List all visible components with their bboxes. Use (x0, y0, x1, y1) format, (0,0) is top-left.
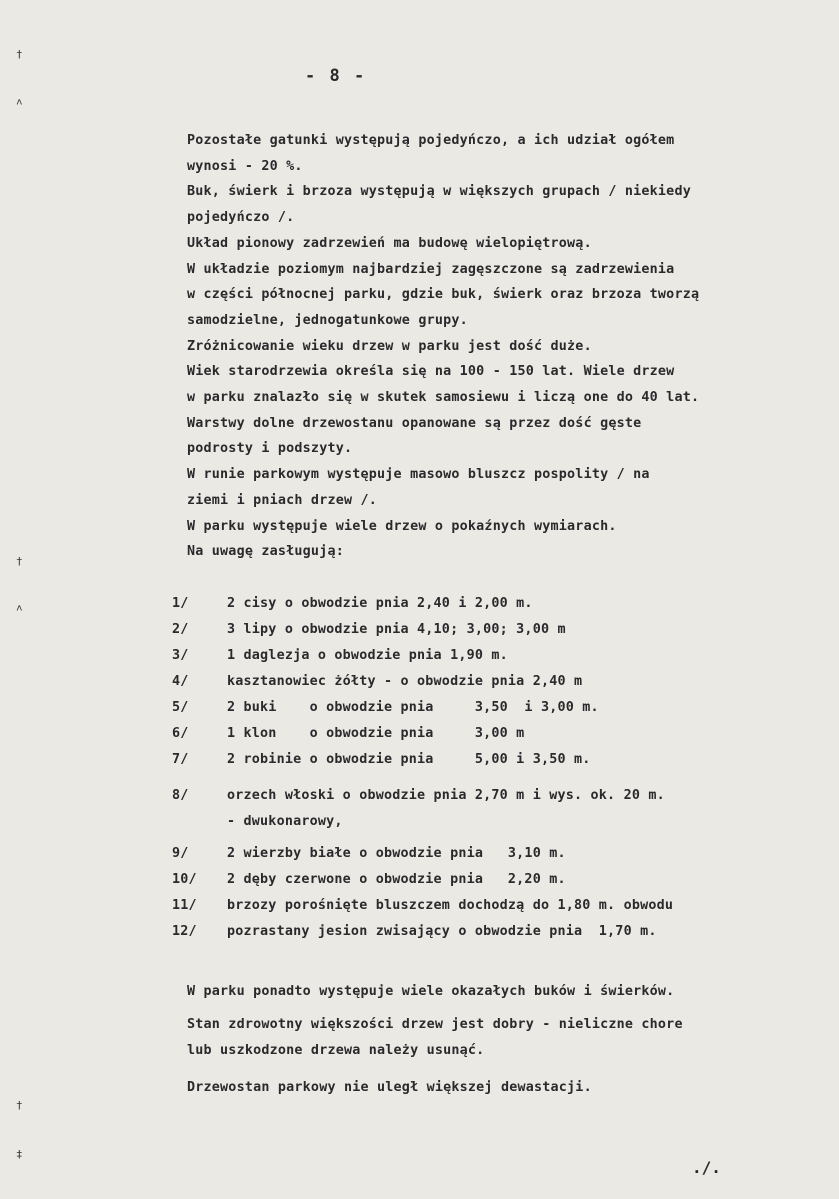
margin-mark: ˄ (16, 96, 23, 109)
text-line: Zróżnicowanie wieku drzew w parku jest dość duże. (187, 338, 592, 354)
text-line: samodzielne, jednogatunkowe grupy. (187, 312, 468, 328)
list-item-number: 8/ (172, 788, 189, 803)
page-number: - 8 - (305, 66, 367, 86)
text-line: Na uwagę zasługują: (187, 544, 344, 560)
list-item-text: 2 cisy o obwodzie pnia 2,40 i 2,00 m. (227, 596, 533, 611)
text-line: Pozostałe gatunki występują pojedyńczo, a ich udział ogółem (187, 133, 675, 148)
list-item-number: 3/ (172, 648, 189, 663)
text-line: Drzewostan parkowy nie uległ większej dewastacji. (187, 1080, 592, 1095)
text-line: W parku ponadto występuje wiele okazałych buków i świerków. (187, 984, 675, 999)
text-line: Buk, świerk i brzoza występują w większych grupach / niekiedy (187, 184, 691, 200)
list-item-number: 2/ (172, 622, 189, 637)
list-item-text: 2 buki o obwodzie pnia 3,50 i 3,00 m. (227, 700, 599, 715)
list-item-number: 12/ (172, 924, 197, 939)
list-item-text: 1 klon o obwodzie pnia 3,00 m (227, 726, 525, 741)
text-line: w parku znalazło się w skutek samosiewu i liczą one do 40 lat. (187, 390, 700, 406)
text-line: W runie parkowym występuje masowo bluszcz pospolity / na (187, 467, 650, 483)
list-item-number: 10/ (172, 872, 197, 887)
list-item-number: 6/ (172, 726, 189, 741)
margin-mark: ‡ (16, 1148, 23, 1161)
list-item-number: 1/ (172, 596, 189, 611)
list-item-number: 7/ (172, 752, 189, 767)
margin-mark: † (16, 48, 23, 61)
list-item-text: 2 robinie o obwodzie pnia 5,00 i 3,50 m. (227, 752, 591, 767)
list-item-text: 3 lipy o obwodzie pnia 4,10; 3,00; 3,00 m (227, 622, 566, 637)
text-line: w części północnej parku, gdzie buk, świerk oraz brzoza tworzą (187, 287, 700, 303)
text-line: lub uszkodzone drzewa należy usunąć. (187, 1043, 485, 1058)
text-line: wynosi - 20 %. (187, 158, 303, 174)
list-item-text: 1 daglezja o obwodzie pnia 1,90 m. (227, 648, 508, 663)
list-item-text: 2 dęby czerwone o obwodzie pnia 2,20 m. (227, 872, 566, 887)
text-line: W parku występuje wiele drzew o pokaźnych wymiarach. (187, 518, 617, 534)
list-item-continuation: - dwukonarowy, (227, 814, 343, 829)
text-line: Układ pionowy zadrzewień ma budowę wielopiętrową. (187, 235, 592, 251)
text-line: W układzie poziomym najbardziej zagęszczone są zadrzewienia (187, 261, 675, 277)
list-item-number: 9/ (172, 846, 189, 861)
text-line: pojedyńczo /. (187, 210, 295, 226)
text-line: Stan zdrowotny większości drzew jest dobry - nieliczne chore (187, 1017, 683, 1032)
list-item-number: 11/ (172, 898, 197, 913)
list-item-text: orzech włoski o obwodzie pnia 2,70 m i wys. ok. 20 m. (227, 788, 665, 803)
text-line: ziemi i pniach drzew /. (187, 492, 378, 508)
text-line: podrosty i podszyty. (187, 441, 353, 457)
list-item-text: kasztanowiec żółty - o obwodzie pnia 2,40 m (227, 674, 583, 689)
list-item-number: 4/ (172, 674, 189, 689)
continuation-mark: ./. (692, 1158, 721, 1177)
list-item-text: brzozy porośnięte bluszczem dochodzą do 1,80 m. obwodu (227, 898, 674, 913)
margin-mark: ˄ (16, 602, 23, 615)
list-item-number: 5/ (172, 700, 189, 715)
margin-mark: † (16, 555, 23, 568)
margin-mark: † (16, 1099, 23, 1112)
list-item-text: 2 wierzby białe o obwodzie pnia 3,10 m. (227, 846, 566, 861)
text-line: Warstwy dolne drzewostanu opanowane są przez dość gęste (187, 415, 642, 431)
text-line: Wiek starodrzewia określa się na 100 - 150 lat. Wiele drzew (187, 364, 675, 380)
list-item-text: pozrastany jesion zwisający o obwodzie pnia 1,70 m. (227, 924, 657, 939)
body-paragraph (187, 128, 827, 565)
